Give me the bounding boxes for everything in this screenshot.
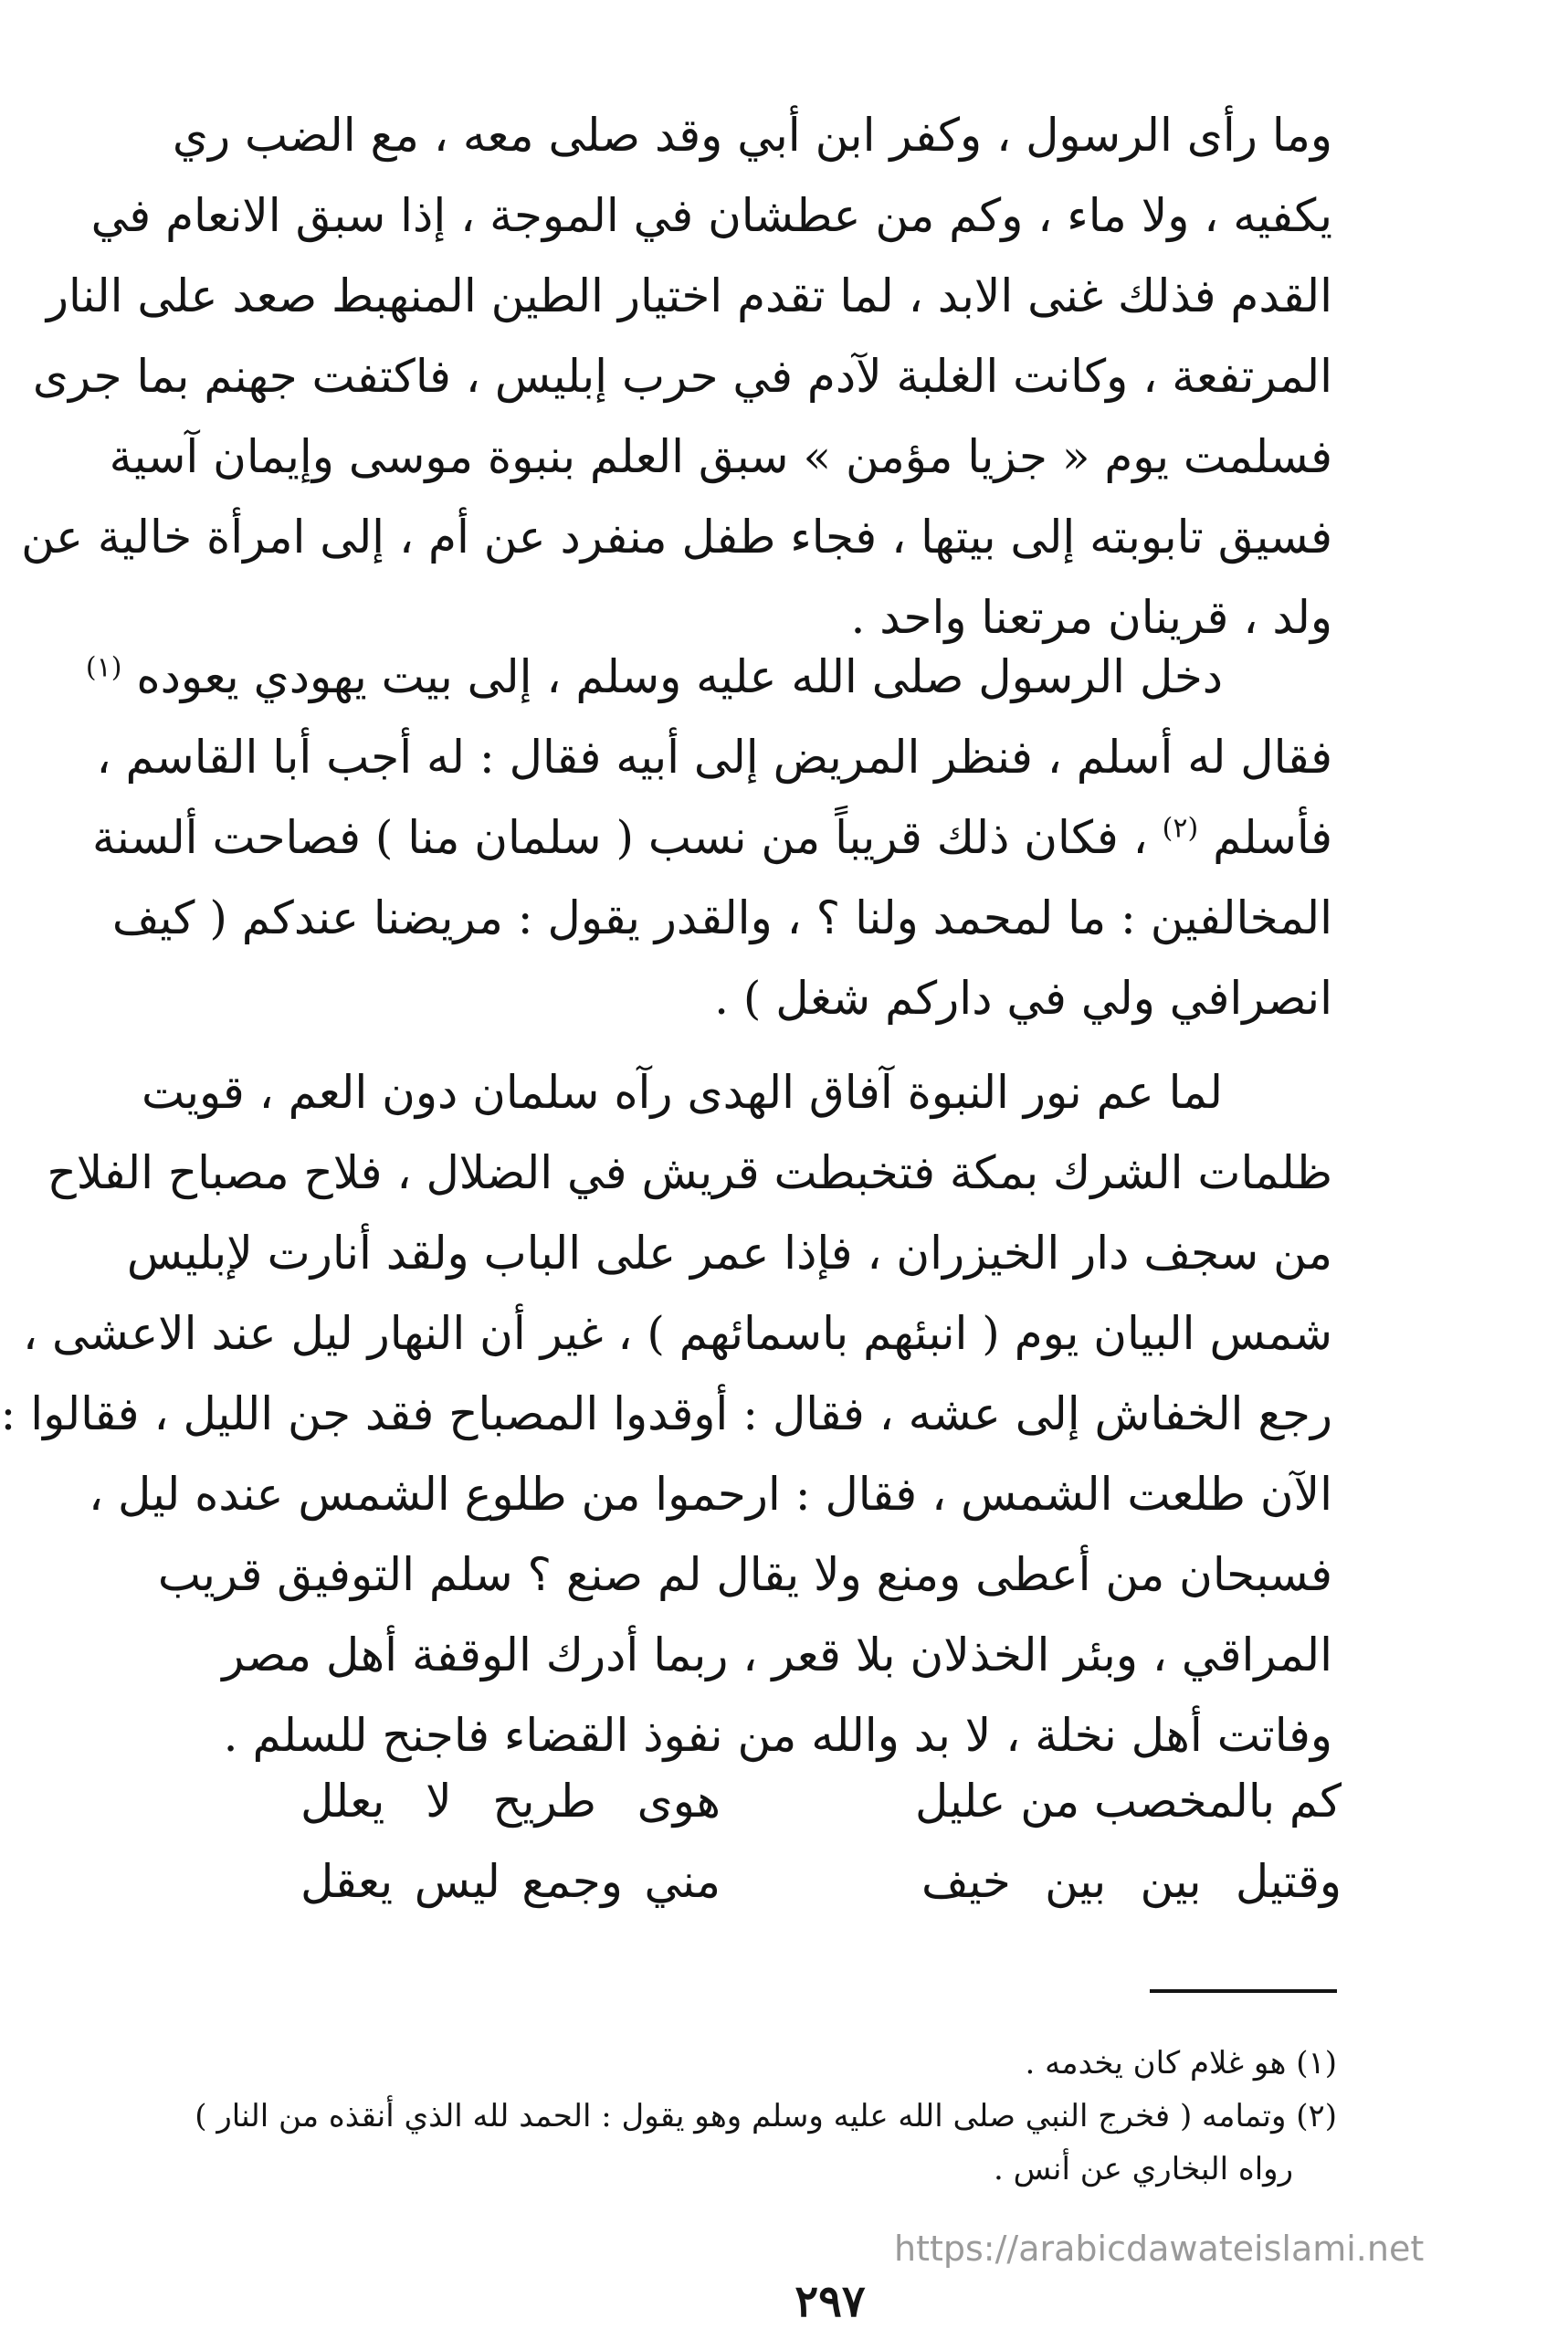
paragraph-line: رجع الخفاش إلى عشه ، فقال : أوقدوا المصباح فقد جن الليل ، فقالوا : (0, 1387, 1332, 1440)
paragraph-line: يكفيه ، ولا ماء ، وكم من عطشان في الموجة ، إذا سبق الانعام في (90, 189, 1332, 242)
verse-first-hemistich: كم بالمخصب من عليل (915, 1775, 1342, 1828)
line-text: ، فكان ذلك قريباً من نسب ( سلمان منا ) فصاحت ألسنة (91, 811, 1148, 864)
poetry-verses (300, 1761, 1342, 1922)
paragraph-line: المخالفين : ما لمحمد ولنا ؟ ، والقدر يقول : مريضنا عندكم ( كيف (111, 891, 1332, 944)
footnote-2: (٢) وتمامه ( فخرج النبي صلى الله عليه وسلم وهو يقول : الحمد لله الذي أنقذه من النار ) (195, 2098, 1337, 2134)
footnote-separator (1150, 1989, 1337, 1993)
paragraph-line: فسلمت يوم « جزيا مؤمن » سبق العلم بنبوة موسى وإيمان آسية (109, 430, 1332, 483)
paragraph-1 (21, 95, 1332, 658)
line-text: فأسلم (1213, 811, 1332, 864)
paragraph-line (85, 637, 1332, 717)
paragraph-line: وما رأى الرسول ، وكفر ابن أبي وقد صلى معه ، مع الضب ري (172, 109, 1332, 162)
paragraph-2 (85, 637, 1332, 1038)
verse-first-hemistich: وقتيل بين بين خيف (921, 1855, 1342, 1908)
footnotes (195, 2037, 1337, 2196)
verse-row (300, 1841, 1342, 1922)
paragraph-line: فقال له أسلم ، فنظر المريض إلى أبيه فقال : له أجب أبا القاسم ، (96, 731, 1332, 784)
line-text: دخل الرسول صلى الله عليه وسلم ، إلى بيت يهودي يعوده (136, 650, 1223, 703)
verse-second-hemistich: هوى طريح لا يعلل (300, 1775, 721, 1828)
paragraph-line: انصرافي ولي في داركم شغل ) . (714, 972, 1332, 1025)
paragraph-line: ظلمات الشرك بمكة فتخبطت قريش في الضلال ، فلاح مصباح الفلاح (47, 1146, 1332, 1199)
paragraph-line: لما عم نور النبوة آفاق الهدى رآه سلمان دون العم ، قويت (142, 1066, 1223, 1119)
watermark-url: https://arabicdawateislami.net (894, 2229, 1425, 2269)
verse-second-hemistich: مني وجمع ليس يعقل (300, 1855, 721, 1908)
footnote-1: (١) هو غلام كان يخدمه . (1025, 2045, 1337, 2081)
paragraph-line: الآن طلعت الشمس ، فقال : ارحموا من طلوع الشمس عنده ليل ، (88, 1468, 1332, 1521)
paragraph-line: وفاتت أهل نخلة ، لا بد والله من نفوذ القضاء فاجنح للسلم . (223, 1709, 1332, 1762)
paragraph-line (91, 797, 1332, 878)
paragraph-line: فسيق تابوبته إلى بيتها ، فجاء طفل منفرد عن أم ، إلى امرأة خالية عن (21, 511, 1332, 564)
footnote-ref-2[interactable]: (٢) (1162, 812, 1199, 845)
paragraph-3 (0, 1052, 1332, 1776)
paragraph-line: فسبحان من أعطى ومنع ولا يقال لم صنع ؟ سلم التوفيق قريب (157, 1548, 1332, 1601)
footnote-ref-1[interactable]: (١) (85, 651, 122, 684)
page-number: ٢٩٧ (795, 2276, 866, 2327)
footnote-2-continuation: رواه البخاري عن أنس . (994, 2151, 1293, 2187)
verse-row (300, 1761, 1342, 1841)
paragraph-line: القدم فذلك غنى الابد ، لما تقدم اختيار الطين المنهبط صعد على النار (46, 269, 1332, 322)
paragraph-line: شمس البيان يوم ( انبئهم باسمائهم ) ، غير أن النهار ليل عند الاعشى ، (23, 1307, 1332, 1360)
paragraph-line: المرتفعة ، وكانت الغلبة لآدم في حرب إبليس ، فاكتفت جهنم بما جرى (32, 350, 1332, 403)
paragraph-line: ولد ، قرينان مرتعنا واحد . (850, 591, 1332, 644)
paragraph-line: المراقي ، وبئر الخذلان بلا قعر ، ربما أدرك الوقفة أهل مصر (222, 1628, 1332, 1681)
paragraph-line: من سجف دار الخيزران ، فإذا عمر على الباب ولقد أنارت لإبليس (126, 1227, 1332, 1280)
